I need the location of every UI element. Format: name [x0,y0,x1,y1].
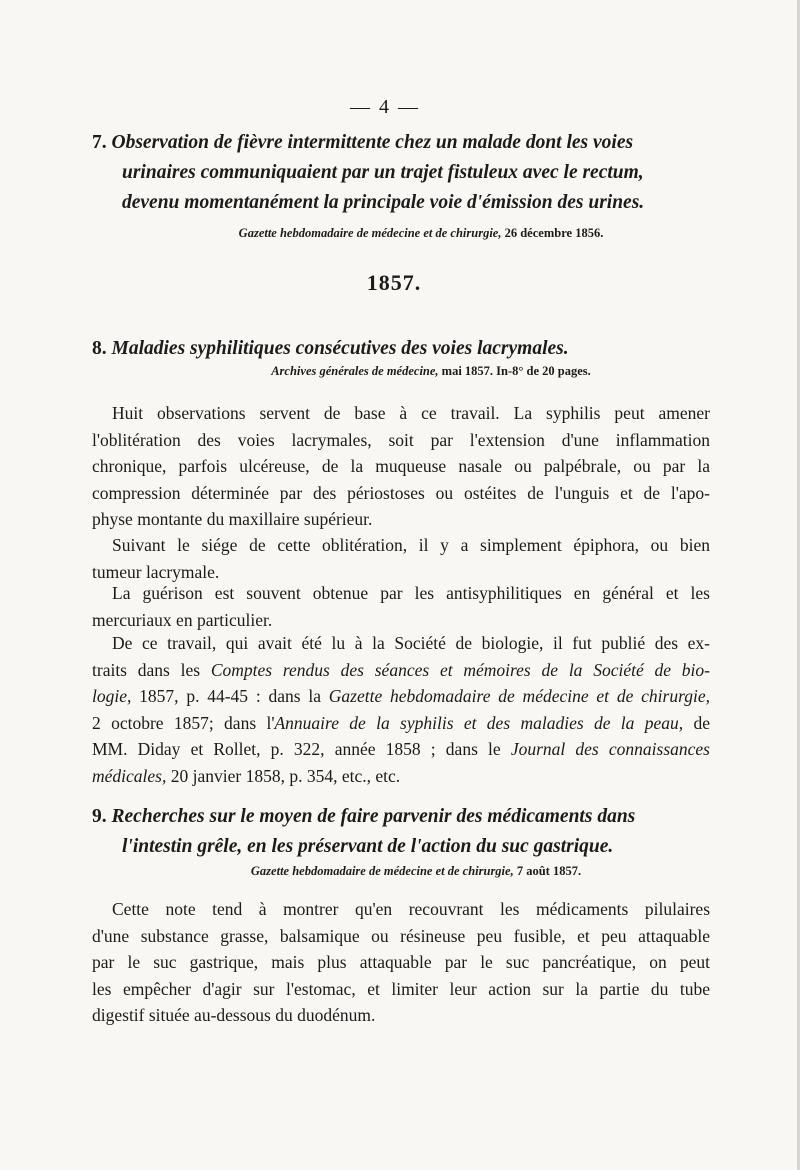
entry-9-title [92,802,710,862]
entry-8-source-details: mai 1857. In-8° de 20 pages. [441,364,591,378]
entry-7-source [92,226,710,241]
entry-8 [92,334,710,379]
entry-7-title-line-1: Observation de fièvre intermittente chez un malade dont les voies [111,132,634,153]
entry-9-number: 9. [92,806,107,827]
text-run: 20 janvier 1858, p. 354, etc., etc. [166,765,401,786]
entry-9-source-journal: Gazette hebdomadaire de médecine et de chirurgie, [250,864,514,878]
entry-8-paragraph-2 [92,532,710,585]
entry-9-title-line-1: Recherches sur le moyen de faire parvenir des médicaments dans [111,806,636,827]
text-line: les empêcher d'agir sur l'estomac, et limiter leur action sur la partie du tube [92,978,710,999]
journal-title: Annuaire de la syphilis et des maladies de la peau, [274,712,684,733]
entry-9-paragraph-1 [92,896,710,1029]
text-line: Suivant le siége de cette oblitération, il y a simplement épiphora, ou bien [112,535,710,555]
text-line: l'oblitération des voies lacrymales, soit par l'extension d'une inflammation [92,429,710,450]
text-line: compression déterminée par des périostoses ou ostéites de l'unguis et de l'apo- [92,482,710,503]
entry-8-title [92,334,710,364]
entry-7 [92,128,710,241]
text-line: d'une substance grasse, balsamique ou résineuse peu fusible, et peu attaquable [92,925,710,946]
page-number: — 4 — [350,96,420,118]
entry-7-title [92,128,710,218]
journal-title: Gazette hebdomadaire de médecine et de chirurgie, [328,686,710,706]
text-line [92,683,710,710]
text-run: traits dans les [92,659,211,680]
journal-title: Comptes rendus des séances et mémoires de la Société de bio- [210,659,710,680]
text-line: tumeur lacrymale. [92,561,220,582]
text-run: de [683,712,710,733]
entry-9-source [92,864,710,879]
text-line: De ce travail, qui avait été lu à la Société de biologie, il fut publié des ex- [112,633,710,653]
entry-9 [92,802,710,879]
text-line: digestif située au-dessous du duodénum. [92,1005,376,1025]
text-line [92,710,710,737]
entry-8-source [92,364,710,379]
text-line [92,763,710,790]
text-line: chronique, parfois ulcéreuse, de la muqueuse nasale ou palpébrale, ou par la [92,456,710,476]
text-line: par le suc gastrique, mais plus attaquable par le suc pancréatique, on peut [92,952,710,972]
journal-title: médicales, [92,765,167,786]
text-run: MM. Diday et Rollet, p. 322, année 1858 ; dans le [92,739,511,759]
text-line [92,736,710,763]
entry-9-source-date: 7 août 1857. [516,864,582,878]
entry-7-source-journal: Gazette hebdomadaire de médecine et de chirurgie, [238,226,502,240]
entry-8-paragraph-1 [92,400,710,533]
text-line: La guérison est souvent obtenue par les antisyphilitiques en général et les [112,583,710,603]
text-line: Huit observations servent de base à ce travail. La syphilis peut amener [112,403,710,423]
entry-7-number: 7. [92,132,107,153]
entry-8-paragraph-3 [92,580,710,633]
text-run: 1857, p. 44-45 : dans la [131,686,329,706]
entry-7-title-line-2: urinaires communiquaient par un trajet fistuleux avec le rectum, [122,162,644,183]
entry-8-source-journal: Archives générales de médecine, [271,364,439,378]
entry-9-title-line-2: l'intestin grêle, en les préservant de l'action du suc gastrique. [122,836,614,857]
text-line: mercuriaux en particulier. [92,609,273,630]
text-line: physe montante du maxillaire supérieur. [92,509,373,529]
text-run: 2 octobre 1857; dans l' [92,712,275,733]
entry-7-source-date: 26 décembre 1856. [504,226,604,240]
text-line: Cette note tend à montrer qu'en recouvrant les médicaments pilulaires [112,899,710,919]
entry-8-title-text: Maladies syphilitiques consécutives des voies lacrymales. [111,338,569,359]
entry-7-title-line-3: devenu momentanément la principale voie d'émission des urines. [122,192,645,213]
entry-8-number: 8. [92,338,107,359]
text-line [92,657,710,684]
journal-title: logie, [92,686,132,706]
year-heading: 1857. [366,270,422,295]
journal-title: Journal des connaissances [510,739,710,759]
entry-8-paragraph-4 [92,630,710,789]
